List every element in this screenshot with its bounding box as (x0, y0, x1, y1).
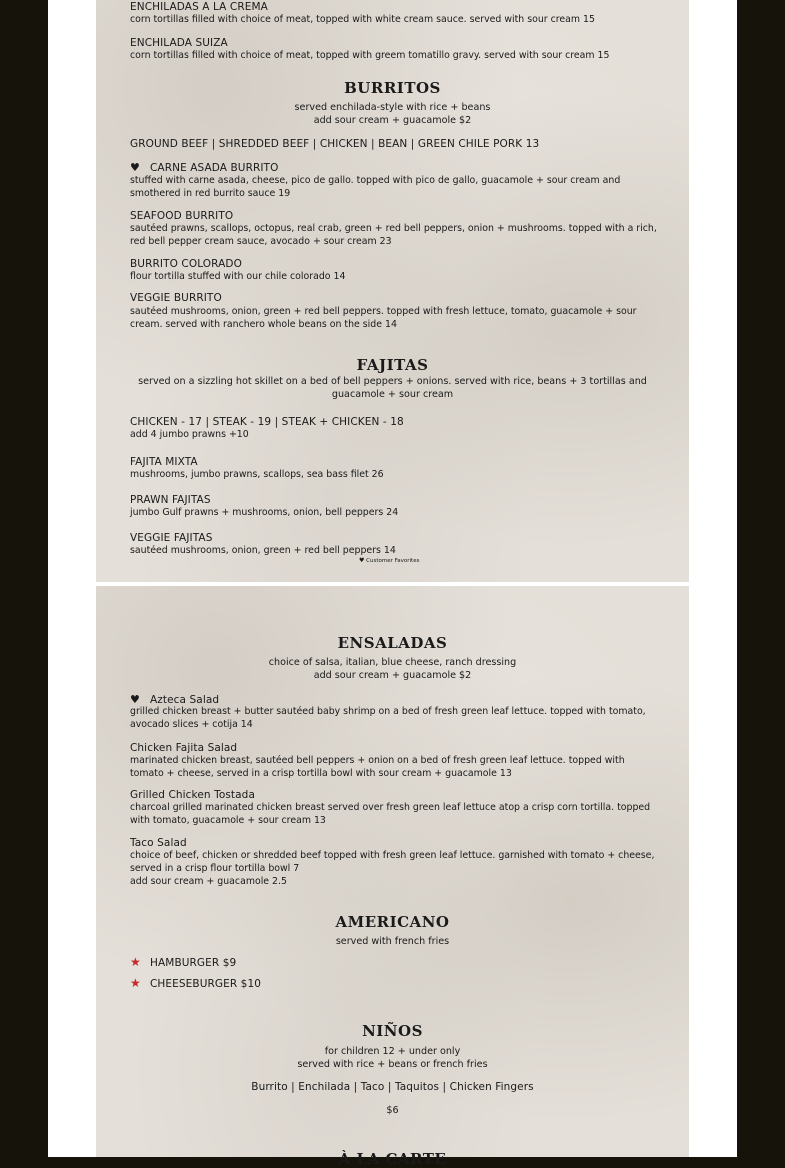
item-desc: sautéed mushrooms, onion, green + red bell peppers 14 (130, 545, 396, 556)
menu-page-2 (96, 586, 689, 1168)
fajita-options-note: add 4 jumbo prawns +10 (130, 429, 249, 440)
section-subtitle: served enchilada-style with rice + beans (294, 102, 491, 113)
favorites-legend (359, 557, 419, 564)
heart-icon: ♥ (130, 161, 140, 174)
section-subtitle: served with french fries (335, 936, 450, 947)
item-name: VEGGIE FAJITAS (130, 532, 213, 544)
item-desc: charcoal grilled marinated chicken breast served over fresh green leaf lettuce atop a crisp corn tortilla. topped with tomato, guacamole + sour cream 13 (130, 802, 651, 826)
item-name: BURRITO COLORADO (130, 258, 242, 270)
item-desc: mushrooms, jumbo prawns, scallops, sea bass filet 26 (130, 469, 384, 480)
item-name: Chicken Fajita Salad (130, 742, 238, 754)
fajita-options: CHICKEN - 17 | STEAK - 19 | STEAK + CHICKEN - 18 (130, 416, 404, 428)
item-name: Taco Salad (130, 837, 187, 849)
item-desc: flour tortilla stuffed with our chile colorado 14 (130, 271, 346, 282)
section-title-burritos: BURRITOS (344, 79, 441, 97)
ninos-price: $6 (386, 1105, 399, 1116)
section-subtitle: add sour cream + guacamole $2 (313, 115, 472, 126)
ninos-options: Burrito | Enchilada | Taco | Taquitos | Chicken Fingers (251, 1081, 534, 1093)
star-icon: ★ (130, 955, 141, 969)
section-title-americano: AMERICANO (335, 913, 450, 931)
item-name-signature (130, 977, 659, 991)
section-subtitle: for children 12 + under only (324, 1046, 461, 1057)
section-title-ninos: NIÑOS (362, 1022, 423, 1040)
item-desc: sautéed mushrooms, onion, green + red bell peppers. topped with fresh lettuce, tomato, guacamole + sour cream. served with ranchero whole beans on the side 14 (130, 306, 637, 330)
section-title-next: À LA CARTE (338, 1150, 447, 1168)
section-subtitle: served with rice + beans or french fries (297, 1059, 488, 1070)
section-title-ensaladas: ENSALADAS (337, 634, 448, 652)
item-name: ENCHILADAS A LA CREMA (130, 1, 268, 13)
section-subtitle: add sour cream + guacamole $2 (313, 670, 472, 681)
item-name: Grilled Chicken Tostada (130, 789, 255, 801)
heart-icon: ♥ (359, 557, 365, 564)
legend-label: Customer Favorites (366, 558, 420, 564)
heart-icon: ♥ (130, 693, 140, 706)
item-desc: stuffed with carne asada, cheese, pico de gallo. topped with pico de gallo, guacamole + sour cream and smothered in red burrito sauce 19 (130, 175, 621, 199)
item-name: SEAFOOD BURRITO (130, 210, 234, 222)
item-desc: corn tortillas filled with choice of meat, topped with greem tomatillo gravy. served with sour cream 15 (130, 50, 610, 61)
item-name: Azteca Salad (150, 694, 220, 706)
item-name: CHEESEBURGER $10 (150, 978, 262, 990)
item-name: VEGGIE BURRITO (130, 292, 222, 304)
section-title-fajitas: FAJITAS (356, 356, 429, 374)
item-name-favorite (130, 693, 659, 707)
item-desc-extra: add sour cream + guacamole 2.5 (130, 876, 287, 887)
burrito-options: GROUND BEEF | SHREDDED BEEF | CHICKEN | BEAN | GREEN CHILE PORK 13 (130, 138, 540, 150)
item-name-signature (130, 956, 659, 970)
item-desc: corn tortillas filled with choice of meat, topped with white cream sauce. served with sour cream 15 (130, 14, 595, 25)
item-name: PRAWN FAJITAS (130, 494, 211, 506)
item-desc: marinated chicken breast, sautéed bell peppers + onion on a bed of fresh green leaf lettuce. topped with tomato + cheese, served in a crisp tortilla bowl with sour cream + guacamole 13 (130, 755, 625, 779)
item-desc: grilled chicken breast + butter sautéed baby shrimp on a bed of fresh green leaf lettuce. topped with tomato, avocado slices + cotija 14 (130, 706, 646, 730)
item-desc: sautéed prawns, scallops, octopus, real crab, green + red bell peppers, onion + mushrooms. topped with a rich, red bell pepper cream sauce, avocado + sour cream 23 (130, 223, 657, 247)
item-name: ENCHILADA SUIZA (130, 37, 228, 49)
item-name: FAJITA MIXTA (130, 456, 198, 468)
menu-page-1 (96, 0, 689, 582)
section-subtitle: choice of salsa, italian, blue cheese, ranch dressing (268, 657, 517, 668)
section-subtitle: served on a sizzling hot skillet on a bed of bell peppers + onions. served with rice, beans + 3 tortillas and guacamole + sour cream (138, 376, 647, 400)
item-name: CARNE ASADA BURRITO (150, 162, 279, 174)
item-name: HAMBURGER $9 (150, 957, 237, 969)
item-name-favorite (130, 161, 659, 175)
item-desc: jumbo Gulf prawns + mushrooms, onion, bell peppers 24 (130, 507, 399, 518)
star-icon: ★ (130, 976, 141, 990)
item-desc: choice of beef, chicken or shredded beef topped with fresh green leaf lettuce. garnished with tomato + cheese, served in a crisp flour tortilla bowl 7 (130, 850, 655, 874)
